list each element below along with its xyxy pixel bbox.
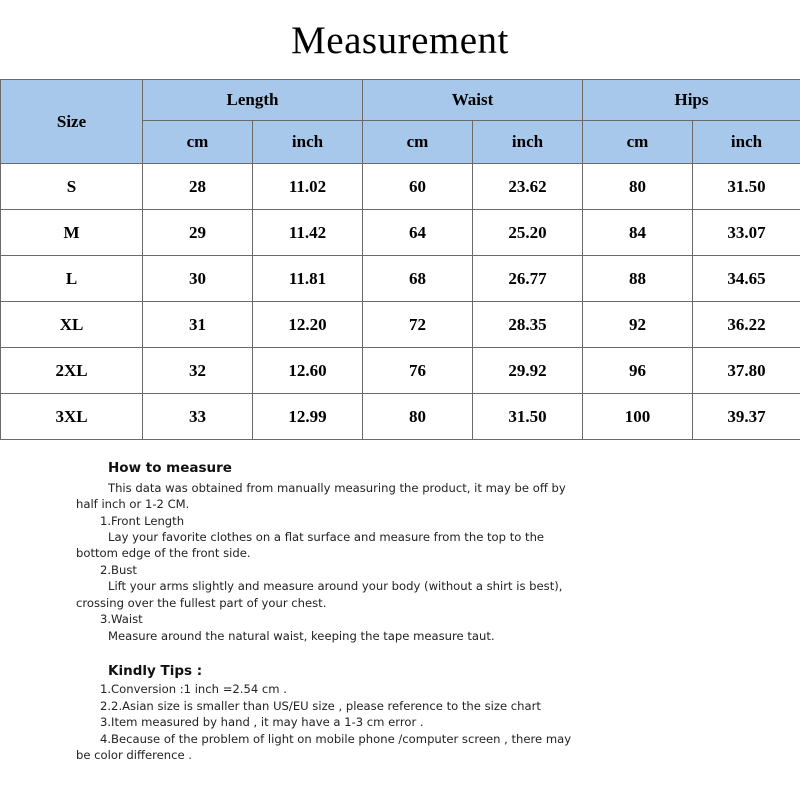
table-body <box>1 164 800 440</box>
table-cell: 29.92 <box>473 348 583 394</box>
table-cell: 31 <box>143 302 253 348</box>
how-to-intro-text: half inch or 1-2 CM. <box>76 497 190 511</box>
table-cell: 28 <box>143 164 253 210</box>
size-label-cell: XL <box>1 302 143 348</box>
unit-header: inch <box>253 121 363 164</box>
table-row <box>1 256 800 302</box>
tip-text: 1.Conversion :1 inch =2.54 cm . <box>100 682 287 696</box>
table-cell: 32 <box>143 348 253 394</box>
unit-header: inch <box>693 121 800 164</box>
size-label-cell: L <box>1 256 143 302</box>
size-label-cell: 3XL <box>1 394 143 440</box>
table-cell: 33 <box>143 394 253 440</box>
table-cell: 28.35 <box>473 302 583 348</box>
tip-text: 4.Because of the problem of light on mobile phone /computer screen , there may <box>100 732 572 746</box>
table-cell: 80 <box>583 164 693 210</box>
length-header: Length <box>143 80 363 121</box>
table-cell: 12.99 <box>253 394 363 440</box>
size-label-cell: S <box>1 164 143 210</box>
unit-header: inch <box>473 121 583 164</box>
table-cell: 39.37 <box>693 394 800 440</box>
table-row <box>1 348 800 394</box>
unit-header: cm <box>143 121 253 164</box>
front-length-text: Lay your favorite clothes on a flat surface and measure from the top to the <box>108 530 545 544</box>
tip-text: be color difference . <box>76 748 192 762</box>
table-cell: 12.60 <box>253 348 363 394</box>
table-cell: 96 <box>583 348 693 394</box>
waist-text: Measure around the natural waist, keeping the tape measure taut. <box>108 629 495 643</box>
tip-text: 3.Item measured by hand , it may have a 1-3 cm error . <box>100 715 424 729</box>
table-cell: 37.80 <box>693 348 800 394</box>
waist-title: 3.Waist <box>100 612 143 626</box>
table-cell: 33.07 <box>693 210 800 256</box>
table-cell: 30 <box>143 256 253 302</box>
size-label-cell: M <box>1 210 143 256</box>
tip-text: 2.2.Asian size is smaller than US/EU size , please reference to the size chart <box>100 699 541 713</box>
kindly-tips-heading: Kindly Tips : <box>108 663 203 679</box>
front-length-title: 1.Front Length <box>100 514 185 528</box>
table-cell: 12.20 <box>253 302 363 348</box>
unit-header: cm <box>583 121 693 164</box>
table-cell: 64 <box>363 210 473 256</box>
table-cell: 72 <box>363 302 473 348</box>
hips-header: Hips <box>583 80 800 121</box>
table-cell: 76 <box>363 348 473 394</box>
waist-header: Waist <box>363 80 583 121</box>
table-cell: 31.50 <box>693 164 800 210</box>
page-title: Measurement <box>291 19 509 62</box>
table-cell: 92 <box>583 302 693 348</box>
table-cell: 11.02 <box>253 164 363 210</box>
table-row <box>1 302 800 348</box>
table-row <box>1 164 800 210</box>
bust-text: crossing over the fullest part of your chest. <box>76 596 327 610</box>
how-to-intro-text: This data was obtained from manually measuring the product, it may be off by <box>108 481 566 495</box>
table-row <box>1 394 800 440</box>
how-to-measure-heading: How to measure <box>108 460 232 476</box>
table-cell: 26.77 <box>473 256 583 302</box>
front-length-text: bottom edge of the front side. <box>76 546 251 560</box>
size-chart-table <box>0 79 800 440</box>
table-cell: 25.20 <box>473 210 583 256</box>
table-cell: 23.62 <box>473 164 583 210</box>
unit-header: cm <box>363 121 473 164</box>
table-cell: 68 <box>363 256 473 302</box>
table-cell: 11.81 <box>253 256 363 302</box>
bust-title: 2.Bust <box>100 563 137 577</box>
table-row <box>1 210 800 256</box>
table-cell: 11.42 <box>253 210 363 256</box>
table-cell: 29 <box>143 210 253 256</box>
bust-text: Lift your arms slightly and measure around your body (without a shirt is best), <box>108 579 563 593</box>
size-label-cell: 2XL <box>1 348 143 394</box>
table-cell: 80 <box>363 394 473 440</box>
size-header: Size <box>1 80 143 164</box>
table-cell: 88 <box>583 256 693 302</box>
table-cell: 100 <box>583 394 693 440</box>
table-cell: 36.22 <box>693 302 800 348</box>
table-cell: 31.50 <box>473 394 583 440</box>
table-cell: 34.65 <box>693 256 800 302</box>
table-cell: 84 <box>583 210 693 256</box>
table-cell: 60 <box>363 164 473 210</box>
table-header-row <box>1 80 800 121</box>
